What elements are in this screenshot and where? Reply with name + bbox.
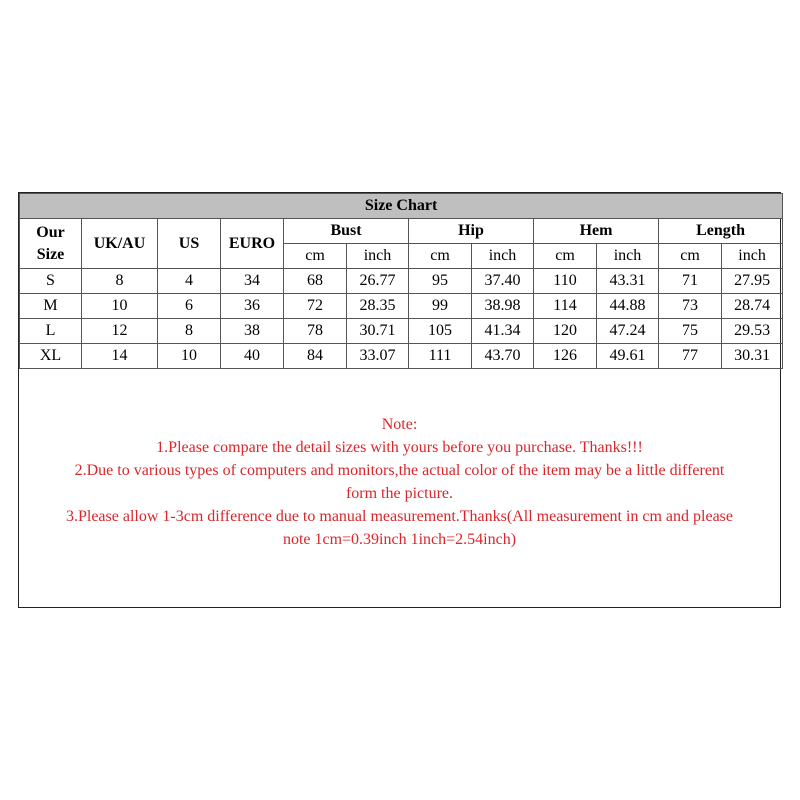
cell-euro: 36	[221, 294, 284, 319]
header-our-size-line1: Our	[36, 223, 65, 241]
table-row	[20, 294, 783, 319]
cell-bust-cm: 84	[284, 344, 347, 369]
unit-bust-cm: cm	[284, 244, 347, 269]
size-chart-table	[19, 193, 783, 369]
cell-hip-cm: 111	[409, 344, 472, 369]
cell-uk-au: 8	[82, 269, 158, 294]
cell-hip-inch: 38.98	[472, 294, 534, 319]
cell-bust-inch: 30.71	[347, 319, 409, 344]
unit-bust-inch: inch	[347, 244, 409, 269]
cell-hem-inch: 44.88	[597, 294, 659, 319]
header-uk-au: UK/AU	[82, 219, 158, 269]
cell-hip-cm: 99	[409, 294, 472, 319]
unit-length-cm: cm	[659, 244, 722, 269]
cell-length-cm: 71	[659, 269, 722, 294]
cell-hip-cm: 95	[409, 269, 472, 294]
note-heading: Note:	[381, 416, 418, 433]
unit-hem-inch: inch	[597, 244, 659, 269]
note-line-2a: 2.Due to various types of computers and monitors,the actual color of the item may be a little different	[74, 462, 725, 479]
header-length: Length	[659, 219, 783, 244]
table-row	[20, 269, 783, 294]
cell-bust-inch: 33.07	[347, 344, 409, 369]
cell-size: S	[20, 269, 82, 294]
cell-size: M	[20, 294, 82, 319]
cell-hem-inch: 47.24	[597, 319, 659, 344]
cell-length-cm: 73	[659, 294, 722, 319]
cell-hem-cm: 126	[534, 344, 597, 369]
header-our-size	[20, 219, 82, 269]
cell-euro: 38	[221, 319, 284, 344]
cell-length-inch: 27.95	[722, 269, 783, 294]
cell-bust-cm: 78	[284, 319, 347, 344]
cell-hip-cm: 105	[409, 319, 472, 344]
cell-bust-cm: 72	[284, 294, 347, 319]
unit-hip-cm: cm	[409, 244, 472, 269]
table-row	[20, 344, 783, 369]
cell-uk-au: 10	[82, 294, 158, 319]
cell-hem-cm: 110	[534, 269, 597, 294]
unit-length-inch: inch	[722, 244, 783, 269]
cell-bust-inch: 26.77	[347, 269, 409, 294]
note-line-1: 1.Please compare the detail sizes with yours before you purchase. Thanks!!!	[156, 439, 643, 456]
cell-uk-au: 14	[82, 344, 158, 369]
header-our-size-line2: Size	[36, 245, 65, 263]
cell-length-cm: 75	[659, 319, 722, 344]
cell-hem-cm: 120	[534, 319, 597, 344]
cell-us: 10	[158, 344, 221, 369]
table-row	[20, 319, 783, 344]
unit-hip-inch: inch	[472, 244, 534, 269]
header-bust: Bust	[284, 219, 409, 244]
header-hip: Hip	[409, 219, 534, 244]
header-euro: EURO	[221, 219, 284, 269]
cell-hip-inch: 43.70	[472, 344, 534, 369]
table-title: Size Chart	[20, 194, 783, 219]
note-line-3a: 3.Please allow 1-3cm difference due to manual measurement.Thanks(All measurement in cm and please	[65, 508, 734, 525]
cell-us: 8	[158, 319, 221, 344]
cell-hem-cm: 114	[534, 294, 597, 319]
cell-bust-cm: 68	[284, 269, 347, 294]
cell-hip-inch: 41.34	[472, 319, 534, 344]
cell-euro: 34	[221, 269, 284, 294]
cell-length-inch: 29.53	[722, 319, 783, 344]
cell-hip-inch: 37.40	[472, 269, 534, 294]
size-chart-sheet	[18, 192, 781, 608]
cell-hem-inch: 49.61	[597, 344, 659, 369]
cell-length-cm: 77	[659, 344, 722, 369]
header-us: US	[158, 219, 221, 269]
cell-size: L	[20, 319, 82, 344]
cell-euro: 40	[221, 344, 284, 369]
note-line-2b: form the picture.	[345, 485, 454, 502]
cell-hem-inch: 43.31	[597, 269, 659, 294]
cell-us: 4	[158, 269, 221, 294]
unit-hem-cm: cm	[534, 244, 597, 269]
note-block	[19, 413, 780, 551]
cell-length-inch: 30.31	[722, 344, 783, 369]
cell-uk-au: 12	[82, 319, 158, 344]
cell-bust-inch: 28.35	[347, 294, 409, 319]
note-line-3b: note 1cm=0.39inch 1inch=2.54inch)	[282, 531, 517, 548]
header-hem: Hem	[534, 219, 659, 244]
cell-size: XL	[20, 344, 82, 369]
cell-us: 6	[158, 294, 221, 319]
cell-length-inch: 28.74	[722, 294, 783, 319]
